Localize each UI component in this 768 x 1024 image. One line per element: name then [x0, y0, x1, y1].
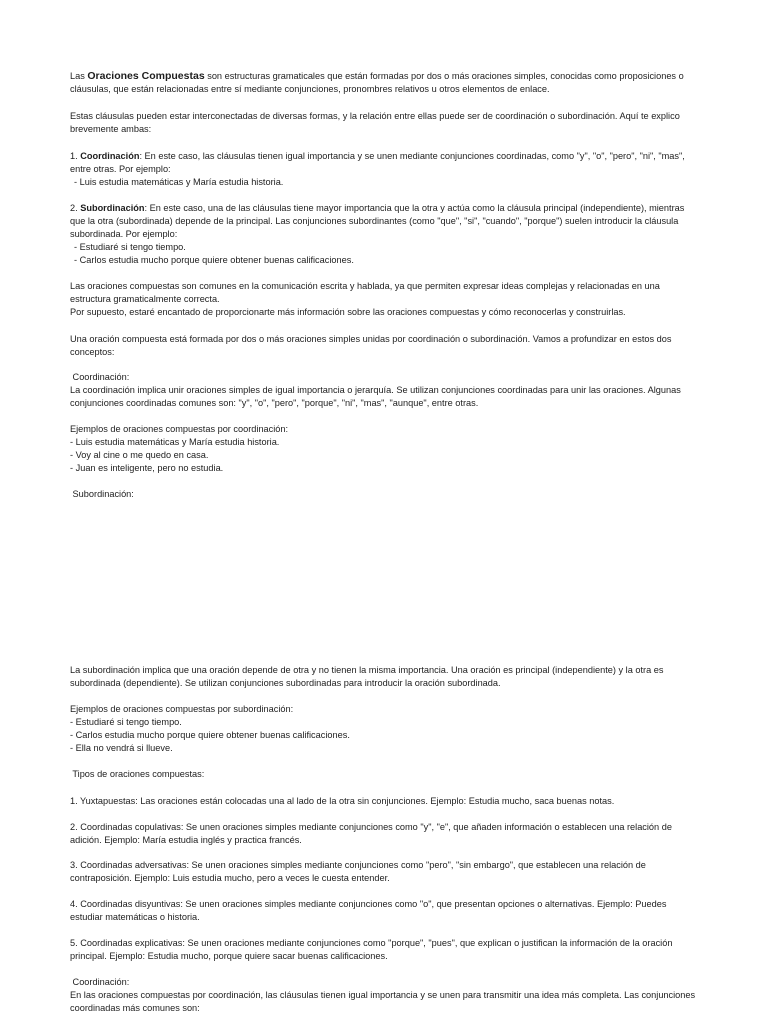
intro-text: son estructuras gramaticales que están formadas por dos o más oraciones simples, conocidas como proposiciones o cláusulas, que están relacionadas entre sí mediante conjunciones, pronombres relativos u otros elementos de enlace. — [70, 71, 684, 94]
coordinacion-2-heading: Coordinación: — [70, 977, 130, 987]
subordinacion-heading: Subordinación: — [70, 489, 134, 499]
intro-paragraph — [70, 70, 700, 96]
tipo-adversativas: 3. Coordinadas adversativas: Se unen oraciones simples mediante conjunciones como "pero", "sin embargo", que establecen una relación de contraposición. Ejemplo: Luis estudia mucho, pero a veces le cuesta entender. — [70, 860, 646, 883]
item2-example: - Estudiaré si tengo tiempo. — [74, 242, 186, 252]
tipo-item — [70, 795, 700, 808]
subordinacion-heading-block — [70, 488, 700, 501]
item1-term: Coordinación — [80, 151, 140, 161]
example-item: - Juan es inteligente, pero no estudia. — [70, 463, 224, 473]
paragraph-2-text: Estas cláusulas pueden estar interconectadas de diversas formas, y la relación entre ellas puede ser de coordinación o subordinación. Aquí te explico brevemente ambas: — [70, 111, 680, 134]
example-item: - Voy al cine o me quedo en casa. — [70, 450, 209, 460]
subordinacion-examples-heading: Ejemplos de oraciones compuestas por subordinación: — [70, 704, 294, 714]
item2-text: : En este caso, una de las cláusulas tiene mayor importancia que la otra y actúa como la cláusula principal (independiente), mientras que la otra (subordinada) depende de la principal. Las conjunciones subordinantes (como "que", "si", "cuando", "porque") suelen introducir la cláusula subordinada. Por ejemplo: — [70, 203, 685, 239]
paragraph-6 — [70, 333, 700, 359]
paragraph-5 — [70, 280, 700, 319]
coordinacion-2-text: En las oraciones compuestas por coordinación, las cláusulas tienen igual importancia y se unen para transmitir una idea más completa. Las conjunciones coordinadas más comunes son: — [70, 990, 696, 1013]
intro-term: Oraciones Compuestas — [87, 70, 205, 82]
tipo-explicativas: 5. Coordinadas explicativas: Se unen oraciones mediante conjunciones como "porque", "pues", que explican o justifican la información de la oración principal. Ejemplo: Estudia mucho, porque quiere sacar buenas calificaciones. — [70, 938, 673, 961]
tipos-heading-block — [70, 768, 700, 781]
item-subordinacion — [70, 202, 700, 267]
tipo-item — [70, 898, 700, 924]
example-item: - Estudiaré si tengo tiempo. — [70, 717, 182, 727]
paragraph-5-line2: Por supuesto, estaré encantado de proporcionarte más información sobre las oraciones compuestas y cómo reconocerlas y construirlas. — [70, 307, 626, 317]
paragraph-5-line1: Las oraciones compuestas son comunes en la comunicación escrita y hablada, ya que permiten expresar ideas complejas y relacionadas en una estructura gramaticalmente correcta. — [70, 281, 660, 304]
item2-number: 2. — [70, 203, 81, 213]
example-item: - Ella no vendrá si llueve. — [70, 743, 173, 753]
tipo-item — [70, 821, 700, 847]
tipo-item — [70, 937, 700, 963]
item1-example: - Luis estudia matemáticas y María estudia historia. — [74, 177, 284, 187]
tipos-heading: Tipos de oraciones compuestas: — [70, 769, 205, 779]
coordinacion-examples — [70, 423, 700, 475]
tipo-disyuntivas: 4. Coordinadas disyuntivas: Se unen oraciones simples mediante conjunciones como "o", que presentan opciones o alternativas. Ejemplo: Puedes estudiar matemáticas o historia. — [70, 899, 667, 922]
example-item: - Luis estudia matemáticas y María estudia historia. — [70, 437, 280, 447]
subordinacion-text: La subordinación implica que una oración depende de otra y no tienen la misma importancia. Una oración es principal (independiente) y la otra es subordinada (dependiente). Se utilizan conjunciones subordinadas para introducir la oración subordinada. — [70, 665, 664, 688]
coordinacion-text: La coordinación implica unir oraciones simples de igual importancia o jerarquía. Se utilizan conjunciones coordinadas para unir las oraciones. Algunas conjunciones coordinadas comunes son: "y", "o", "pero", "porque", "ni", "mas", "aunque", entre otras. — [70, 385, 681, 408]
tipo-yuxtapuestas: 1. Yuxtapuestas: Las oraciones están colocadas una al lado de la otra sin conjunciones. Ejemplo: Estudia mucho, saca buenas notas. — [70, 796, 615, 806]
tipo-copulativas: 2. Coordinadas copulativas: Se unen oraciones simples mediante conjunciones como "y", "e", que añaden información o establecen una relación de adición. Ejemplo: María estudia inglés y practica francés. — [70, 822, 672, 845]
subordinacion-paragraph — [70, 664, 700, 690]
tipo-item — [70, 859, 700, 885]
coordinacion-2-section — [70, 976, 700, 1015]
intro-prefix: Las — [70, 71, 88, 81]
coordinacion-heading: Coordinación: — [70, 372, 130, 382]
item2-example: - Carlos estudia mucho porque quiere obtener buenas calificaciones. — [74, 255, 354, 265]
item-coordinacion — [70, 150, 700, 189]
subordinacion-examples — [70, 703, 700, 755]
item1-text: : En este caso, las cláusulas tienen igual importancia y se unen mediante conjunciones coordinadas, como "y", "o", "pero", "ni", "mas", entre otras. Por ejemplo: — [70, 151, 685, 174]
item2-term: Subordinación — [80, 203, 145, 213]
coordinacion-section — [70, 371, 700, 410]
paragraph-6-text: Una oración compuesta está formada por dos o más oraciones simples unidas por coordinación o subordinación. Vamos a profundizar en estos dos conceptos: — [70, 334, 672, 357]
paragraph-2 — [70, 110, 700, 136]
item1-number: 1. — [70, 151, 81, 161]
example-item: - Carlos estudia mucho porque quiere obtener buenas calificaciones. — [70, 730, 350, 740]
coordinacion-examples-heading: Ejemplos de oraciones compuestas por coordinación: — [70, 424, 289, 434]
